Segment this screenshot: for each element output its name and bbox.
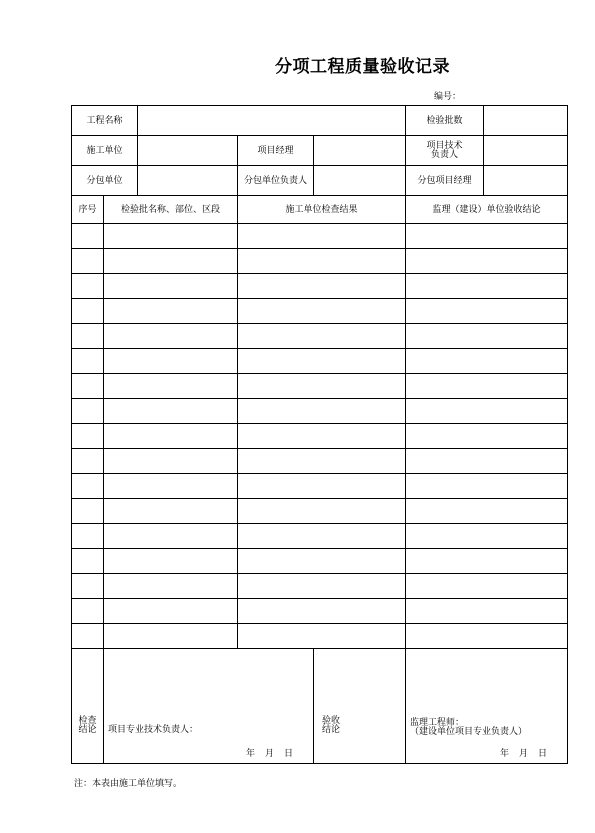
row-contractor-cell[interactable] xyxy=(238,374,406,399)
header-row-2 xyxy=(72,136,568,166)
row-seq-cell[interactable] xyxy=(72,599,104,624)
sub-pm-field[interactable] xyxy=(484,166,568,196)
row-seq-cell[interactable] xyxy=(72,549,104,574)
column-header-row xyxy=(72,196,568,224)
code-label-text: 编号： xyxy=(434,92,462,102)
row-supervisor-cell[interactable] xyxy=(406,374,568,399)
accept-signer-label xyxy=(410,719,527,737)
row-batch-cell[interactable] xyxy=(104,324,238,349)
header-row-3 xyxy=(72,166,568,196)
row-batch-cell[interactable] xyxy=(104,624,238,649)
row-batch-cell[interactable] xyxy=(104,449,238,474)
accept-date xyxy=(500,749,547,759)
table-row xyxy=(72,524,568,549)
pm-field[interactable] xyxy=(314,136,406,166)
row-supervisor-cell[interactable] xyxy=(406,424,568,449)
contractor-field[interactable] xyxy=(138,136,238,166)
sub-lead-field[interactable] xyxy=(314,166,406,196)
accept-label-line1: 验收 xyxy=(322,716,341,726)
table-row xyxy=(72,499,568,524)
table-row xyxy=(72,399,568,424)
tech-lead-label-line2: 负责人 xyxy=(431,149,459,160)
table-row xyxy=(72,374,568,399)
row-supervisor-cell[interactable] xyxy=(406,549,568,574)
row-supervisor-cell[interactable] xyxy=(406,274,568,299)
conclusion-row xyxy=(72,649,568,764)
row-batch-cell[interactable] xyxy=(104,374,238,399)
table-row xyxy=(72,449,568,474)
row-seq-cell[interactable] xyxy=(72,349,104,374)
check-signer-label: 项目专业技术负责人： xyxy=(108,725,199,735)
table-row xyxy=(72,599,568,624)
header-row-1 xyxy=(72,106,568,136)
table-row xyxy=(72,349,568,374)
table-row xyxy=(72,624,568,649)
row-contractor-cell[interactable] xyxy=(238,274,406,299)
batch-count-field[interactable] xyxy=(484,106,568,136)
col-seq-header: 序号 xyxy=(72,196,104,224)
row-contractor-cell[interactable] xyxy=(238,399,406,424)
row-batch-cell[interactable] xyxy=(104,524,238,549)
row-seq-cell[interactable] xyxy=(72,274,104,299)
row-batch-cell[interactable] xyxy=(104,299,238,324)
accept-date-day: 日 xyxy=(538,749,548,759)
row-batch-cell[interactable] xyxy=(104,424,238,449)
row-seq-cell[interactable] xyxy=(72,574,104,599)
row-seq-cell[interactable] xyxy=(72,424,104,449)
row-supervisor-cell[interactable] xyxy=(406,249,568,274)
row-seq-cell[interactable] xyxy=(72,224,104,249)
row-supervisor-cell[interactable] xyxy=(406,299,568,324)
row-supervisor-cell[interactable] xyxy=(406,399,568,424)
row-contractor-cell[interactable] xyxy=(238,324,406,349)
row-batch-cell[interactable] xyxy=(104,224,238,249)
row-seq-cell[interactable] xyxy=(72,499,104,524)
sub-lead-label: 分包单位负责人 xyxy=(238,166,314,196)
row-batch-cell[interactable] xyxy=(104,274,238,299)
row-contractor-cell[interactable] xyxy=(238,449,406,474)
check-label-line1: 检查 xyxy=(78,716,97,726)
page-title: 分项工程质量验收记录 xyxy=(275,57,450,77)
row-supervisor-cell[interactable] xyxy=(406,324,568,349)
row-batch-cell[interactable] xyxy=(104,549,238,574)
table-row xyxy=(72,574,568,599)
project-name-label: 工程名称 xyxy=(72,106,138,136)
contractor-label: 施工单位 xyxy=(72,136,138,166)
row-supervisor-cell[interactable] xyxy=(406,599,568,624)
row-batch-cell[interactable] xyxy=(104,574,238,599)
row-supervisor-cell[interactable] xyxy=(406,474,568,499)
table-row xyxy=(72,299,568,324)
data-rows xyxy=(72,224,568,649)
row-contractor-cell[interactable] xyxy=(238,474,406,499)
table-row xyxy=(72,474,568,499)
row-supervisor-cell[interactable] xyxy=(406,524,568,549)
row-seq-cell[interactable] xyxy=(72,324,104,349)
table-row xyxy=(72,549,568,574)
col-batch-header: 检验批名称、部位、区段 xyxy=(104,196,238,224)
inspection-form-table xyxy=(71,105,568,764)
row-contractor-cell[interactable] xyxy=(238,624,406,649)
row-seq-cell[interactable] xyxy=(72,249,104,274)
row-contractor-cell[interactable] xyxy=(238,299,406,324)
row-contractor-cell[interactable] xyxy=(238,349,406,374)
row-supervisor-cell[interactable] xyxy=(406,574,568,599)
row-supervisor-cell[interactable] xyxy=(406,624,568,649)
row-batch-cell[interactable] xyxy=(104,499,238,524)
accept-conclusion-label xyxy=(314,649,406,764)
row-seq-cell[interactable] xyxy=(72,524,104,549)
table-row xyxy=(72,324,568,349)
batch-count-label: 检验批数 xyxy=(406,106,484,136)
check-date-year: 年 xyxy=(245,749,255,759)
accept-date-year: 年 xyxy=(499,749,509,759)
sub-label: 分包单位 xyxy=(72,166,138,196)
col-supervisor-result-header: 监理（建设）单位验收结论 xyxy=(406,196,568,224)
check-date xyxy=(246,749,293,759)
accept-date-month: 月 xyxy=(519,749,529,759)
row-supervisor-cell[interactable] xyxy=(406,499,568,524)
row-seq-cell[interactable] xyxy=(72,624,104,649)
accept-signer-line2: （建设单位项目专业负责人） xyxy=(410,727,528,737)
row-contractor-cell[interactable] xyxy=(238,224,406,249)
row-contractor-cell[interactable] xyxy=(238,599,406,624)
row-batch-cell[interactable] xyxy=(104,474,238,499)
row-contractor-cell[interactable] xyxy=(238,249,406,274)
row-supervisor-cell[interactable] xyxy=(406,349,568,374)
row-seq-cell[interactable] xyxy=(72,374,104,399)
check-date-month: 月 xyxy=(264,749,274,759)
pm-label: 项目经理 xyxy=(238,136,314,166)
table-row xyxy=(72,224,568,249)
check-conclusion-field[interactable] xyxy=(104,649,314,764)
tech-lead-label-line1: 项目技术 xyxy=(426,140,463,151)
row-batch-cell[interactable] xyxy=(104,399,238,424)
accept-label-line2: 结论 xyxy=(322,725,341,735)
sub-field[interactable] xyxy=(138,166,238,196)
row-supervisor-cell[interactable] xyxy=(406,224,568,249)
check-date-day: 日 xyxy=(284,749,294,759)
footnote: 注：本表由施工单位填写。 xyxy=(74,779,183,789)
sub-pm-label: 分包项目经理 xyxy=(406,166,484,196)
check-conclusion-label xyxy=(72,649,104,764)
row-seq-cell[interactable] xyxy=(72,299,104,324)
row-seq-cell[interactable] xyxy=(72,399,104,424)
tech-lead-label xyxy=(406,136,484,166)
accept-signer-line1: 监理工程师： xyxy=(410,718,465,728)
row-contractor-cell[interactable] xyxy=(238,424,406,449)
row-contractor-cell[interactable] xyxy=(238,574,406,599)
row-contractor-cell[interactable] xyxy=(238,499,406,524)
row-seq-cell[interactable] xyxy=(72,449,104,474)
row-batch-cell[interactable] xyxy=(104,249,238,274)
row-batch-cell[interactable] xyxy=(104,349,238,374)
row-contractor-cell[interactable] xyxy=(238,524,406,549)
col-contractor-result-header: 施工单位检查结果 xyxy=(238,196,406,224)
project-name-field[interactable] xyxy=(138,106,406,136)
check-label-line2: 结论 xyxy=(78,725,97,735)
table-row xyxy=(72,249,568,274)
row-contractor-cell[interactable] xyxy=(238,549,406,574)
accept-conclusion-field[interactable] xyxy=(406,649,568,764)
row-seq-cell[interactable] xyxy=(72,474,104,499)
code-label xyxy=(432,89,463,102)
row-batch-cell[interactable] xyxy=(104,599,238,624)
tech-lead-field[interactable] xyxy=(484,136,568,166)
row-supervisor-cell[interactable] xyxy=(406,449,568,474)
table-row xyxy=(72,274,568,299)
table-row xyxy=(72,424,568,449)
